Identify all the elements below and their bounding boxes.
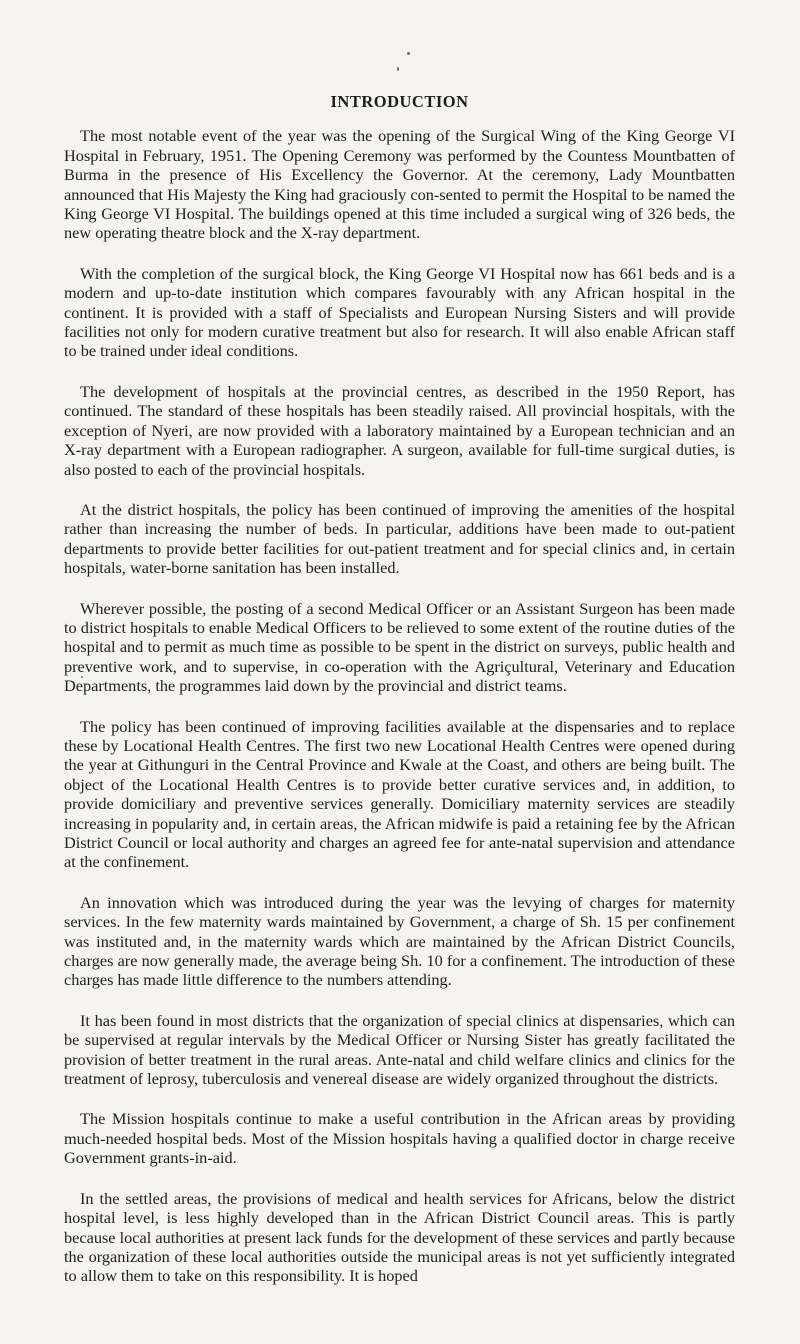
paragraph-7: An innovation which was introduced during the year was the levying of charges for maternity services. In the few maternity wards maintained by Government, a charge of Sh. 15 per confinement was instituted and, in the maternity wards which are maintained by the African District Councils, charges are now generally made, the average being Sh. 10 for a confinement. The introduction of these charges has made little difference to the numbers attending. (64, 892, 735, 990)
scan-speck (407, 52, 410, 55)
paragraph-5: Wherever possible, the posting of a second Medical Officer or an Assistant Surgeon has been made to district hospitals to enable Medical Officers to be relieved to some extent of the routine duties of the hospital and to permit as much time as possible to be spent in the district on surveys, public health and preventive work, and to supervise, in co-operation with the Agriçultural, Veterinary and Education Departments, the programmes laid down by the provincial and district teams. (64, 598, 735, 696)
paragraph-6: The policy has been continued of improving facilities available at the dispensaries and to replace these by Locational Health Centres. The first two new Locational Health Centres were opened during the year at Githunguri in the Central Province and Kwale at the Coast, and others are being built. The object of the Locational Health Centres is to provide better curative services and, in addition, to provide domiciliary and preventive services generally. Domiciliary maternity services are steadily increasing in popularity and, in certain areas, the African midwife is paid a retaining fee by the African District Council or local authority and charges an agreed fee for ante-natal supervision and attendance at the confinement. (64, 716, 735, 872)
paragraph-10: In the settled areas, the provisions of medical and health services for Africans, below the district hospital level, is less highly developed than in the African District Council areas. This is partly because local authorities at present lack funds for the development of these services and partly because the organization of these local authorities outside the municipal areas is not yet sufficiently integrated to allow them to take on this responsibility. It is hoped (64, 1188, 735, 1286)
paragraph-2: With the completion of the surgical block, the King George VI Hospital now has 661 beds and is a modern and up-to-date institution which compares favourably with any African hospital in the continent. It is provided with a staff of Specialists and European Nursing Sisters and will provide facilities not only for modern curative treatment but also for research. It will also enable African staff to be trained under ideal conditions. (64, 263, 735, 361)
scan-speck (397, 67, 399, 71)
paragraph-9: The Mission hospitals continue to make a useful contribution in the African areas by providing much-needed hospital beds. Most of the Mission hospitals having a qualified doctor in charge receive Government grants-in-aid. (64, 1109, 735, 1168)
paragraph-1: The most notable event of the year was the opening of the Surgical Wing of the King George VI Hospital in February, 1951. The Opening Ceremony was performed by the Countess Mountbatten of Burma in the presence of His Excellency the Governor. At the ceremony, Lady Mountbatten announced that His Majesty the King had graciously con-sented to permit the Hospital to be named the King George VI Hospital. The buildings opened at this time included a surgical wing of 326 beds, the new operating theatre block and the X-ray department. (64, 126, 735, 243)
paragraph-3: The development of hospitals at the provincial centres, as described in the 1950 Report, has continued. The standard of these hospitals has been steadily raised. All provincial hospitals, with the exception of Nyeri, are now provided with a laboratory maintained by a European technician and an X-ray department with a European radiographer. A surgeon, available for full-time surgical duties, is also posted to each of the provincial hospitals. (64, 381, 735, 479)
page-title: INTRODUCTION (330, 92, 469, 111)
document-body (64, 92, 735, 1286)
paragraph-8: It has been found in most districts that the organization of special clinics at dispensaries, which can be supervised at regular intervals by the Medical Officer or Nursing Sister has greatly facilitated the provision of better treatment in the rural areas. Ante-natal and child welfare clinics and clinics for the treatment of leprosy, tuberculosis and venereal disease are widely organized throughout the districts. (64, 1010, 735, 1089)
paragraph-4: At the district hospitals, the policy has been continued of improving the amenities of the hospital rather than increasing the number of beds. In particular, additions have been made to out-patient departments to provide better facilities for out-patient treatment and for special clinics and, in certain hospitals, water-borne sanitation has been installed. (64, 499, 735, 578)
